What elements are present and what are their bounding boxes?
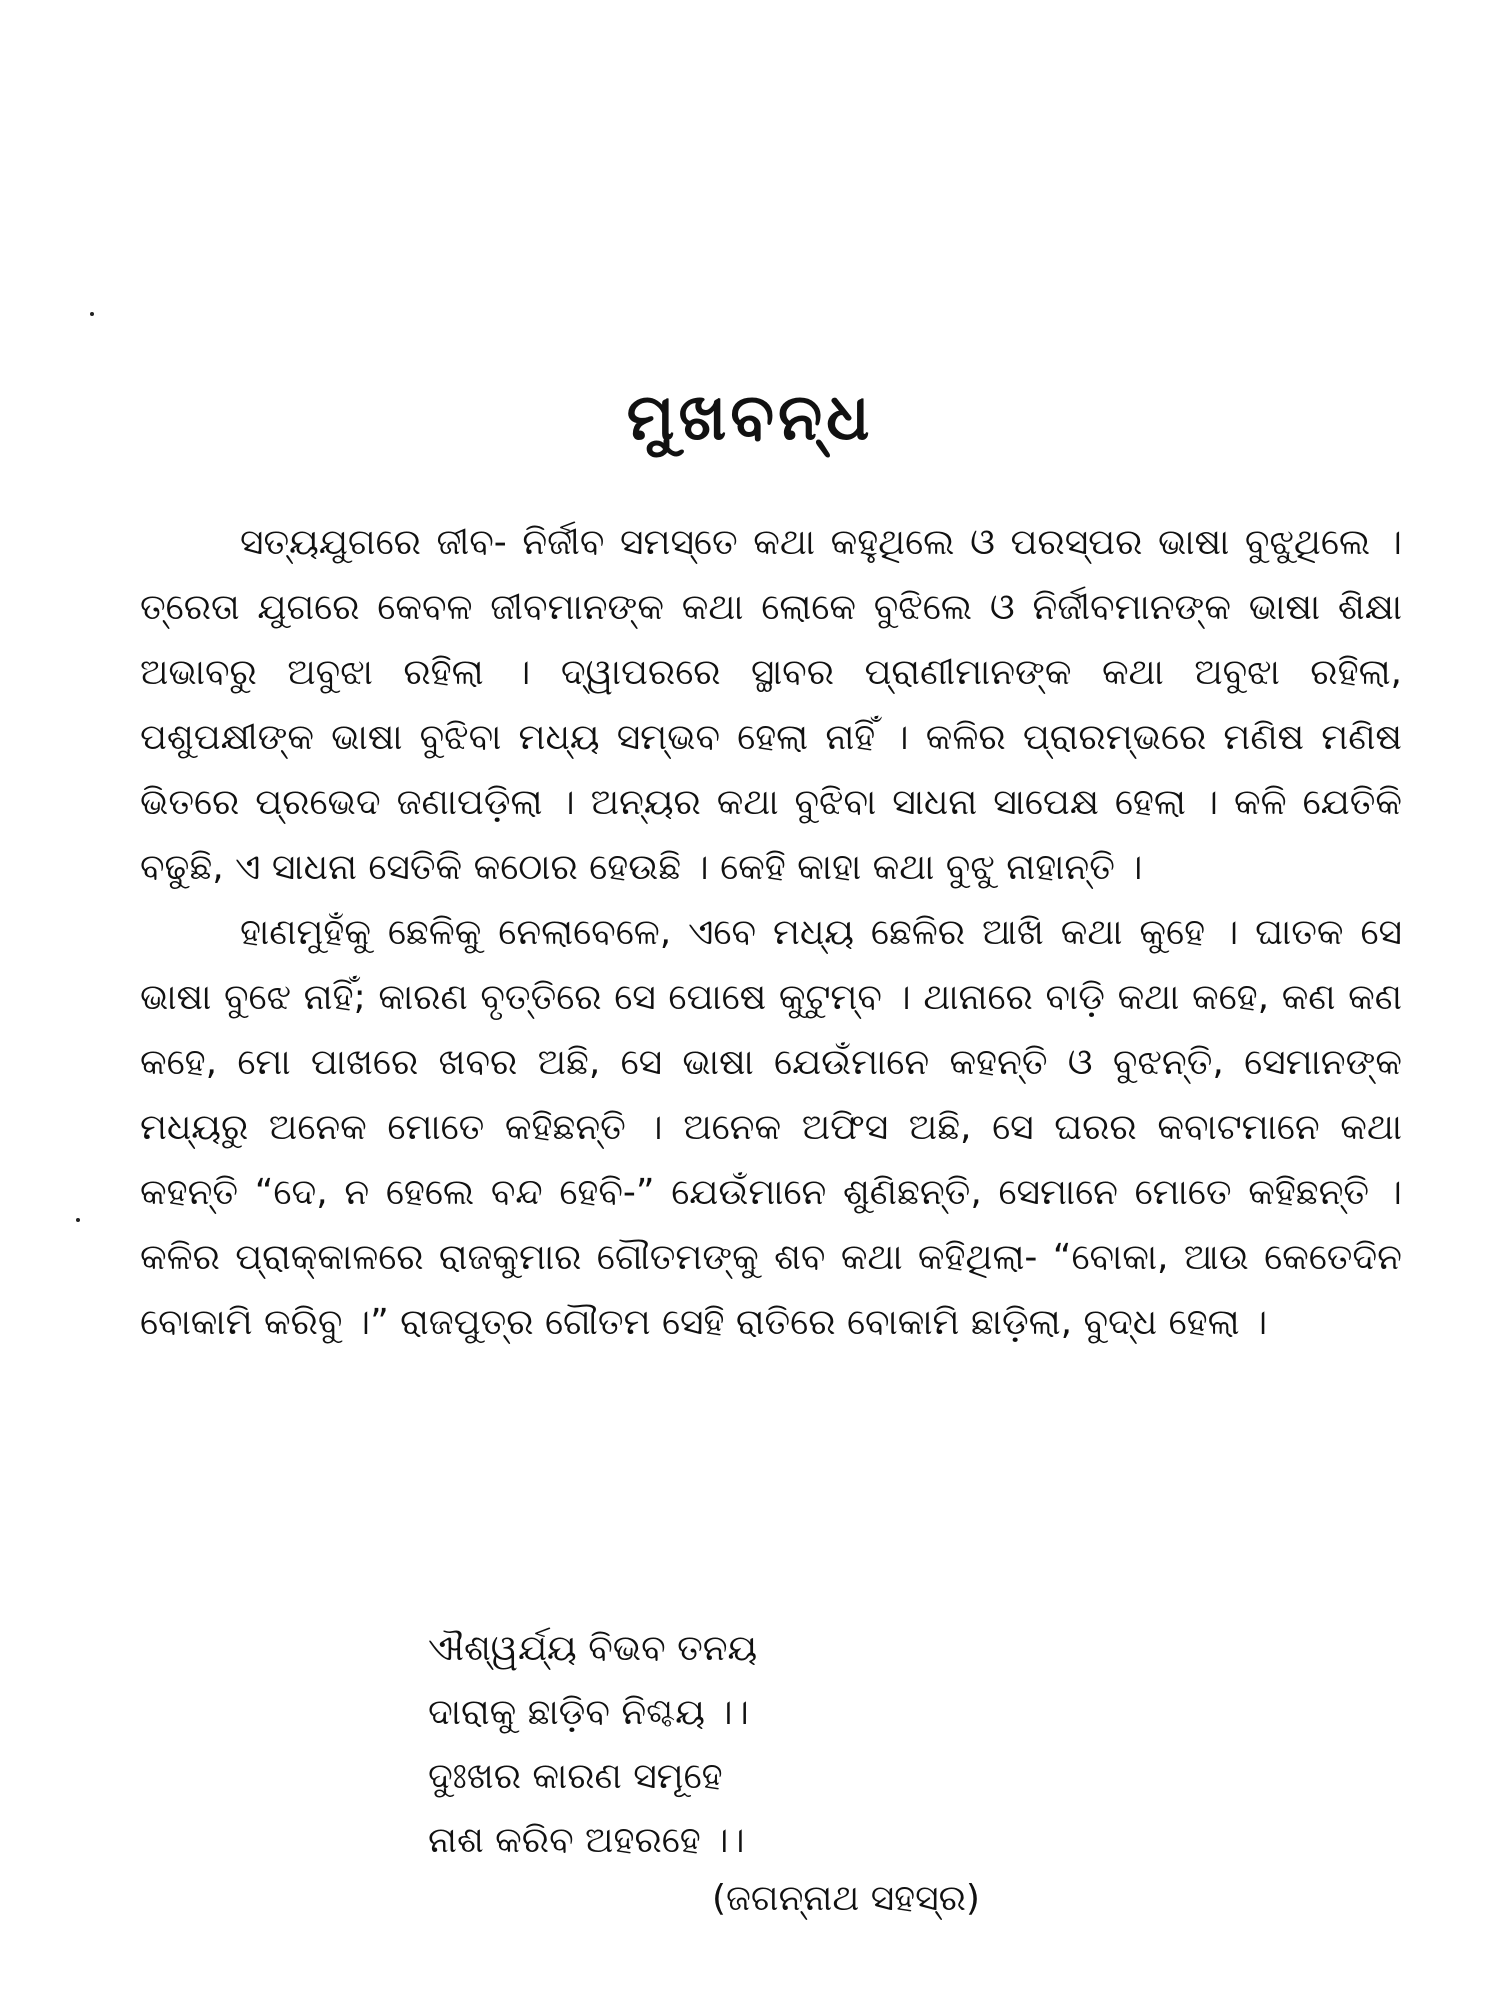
- verse-block: [428, 1617, 757, 1873]
- verse-line: ନାଶ କରିବ ଅହରହେ ।।: [428, 1820, 745, 1861]
- print-speck: [76, 1218, 80, 1222]
- verse-line: ଦାରାକୁ ଛାଡ଼ିବ ନିଶ୍ଚୟ ।।: [428, 1692, 749, 1733]
- verse-source: (ଜଗନ୍ନାଥ ସହସ୍ର): [712, 1878, 980, 1919]
- page-heading: ମୁଖବନ୍ଧ: [626, 381, 874, 455]
- paragraph: ସତ୍ୟଯୁଗରେ ଜୀବ- ନିର୍ଜୀବ ସମସ୍ତେ କଥା କହୁଥିଲେ ଓ ପରସ୍ପର ଭାଷା ବୁଝୁଥିଲେ । ତ୍ରେତା ଯୁଗରେ କେବଳ ଜୀବମାନଙ୍କ କଥା ଲୋକେ ବୁଝିଲେ ଓ ନିର୍ଜୀବମାନଙ୍କ ଭାଷା ଶିକ୍ଷା ଅଭାବରୁ ଅବୁଝା ରହିଲା । ଦ୍ୱାପରରେ ସ୍ଥାବର ପ୍ରାଣୀମାନଙ୍କ କଥା ଅବୁଝା ରହିଲା, ପଶୁପକ୍ଷୀଙ୍କ ଭାଷା ବୁଝିବା ମଧ୍ୟ ସମ୍ଭବ ହେଲା ନାହିଁ । କଳିର ପ୍ରାରମ୍ଭରେ ମଣିଷ ମଣିଷ ଭିତରେ ପ୍ରଭେଦ ଜଣାପଡ଼ିଲା । ଅନ୍ୟର କଥା ବୁଝିବା ସାଧନା ସାପେକ୍ଷ ହେଲା । କଳି ଯେତିକି ବଢୁଛି, ଏ ସାଧନା ସେତିକି କଠୋର ହେଉଛି । କେହି କାହା କଥା ବୁଝୁ ନାହାନ୍ତି ।: [140, 522, 1402, 888]
- print-speck: [90, 312, 94, 316]
- verse-line: ଦୁଃଖର କାରଣ ସମୂହେ: [428, 1756, 723, 1797]
- paragraph: ହାଣମୁହଁକୁ ଛେଳିକୁ ନେଲାବେଳେ, ଏବେ ମଧ୍ୟ ଛେଳିର ଆଖି କଥା କୁହେ । ଘାତକ ସେ ଭାଷା ବୁଝେ ନାହିଁ; କାରଣ ବୃତ୍ତିରେ ସେ ପୋଷେ କୁଟୁମ୍ବ । ଥାନାରେ ବାଡ଼ି କଥା କହେ, କଣ କଣ କହେ, ମୋ ପାଖରେ ଖବର ଅଛି, ସେ ଭାଷା ଯେଉଁମାନେ କହନ୍ତି ଓ ବୁଝନ୍ତି, ସେମାନଙ୍କ ମଧ୍ୟରୁ ଅନେକ ମୋତେ କହିଛନ୍ତି । ଅନେକ ଅଫିସ ଅଛି, ସେ ଘରର କବାଟମାନେ କଥା କହନ୍ତି “ଦେ, ନ ହେଲେ ବନ୍ଦ ହେବି-” ଯେଉଁମାନେ ଶୁଣିଛନ୍ତି, ସେମାନେ ମୋତେ କହିଛନ୍ତି । କଳିର ପ୍ରାକ୍‌କାଳରେ ରାଜକୁମାର ଗୌତମଙ୍କୁ ଶବ କଥା କହିଥିଲା- “ବୋକା, ଆଉ କେତେଦିନ ବୋକାମି କରିବୁ ।” ରାଜପୁତ୍ର ଗୌତମ ସେହି ରାତିରେ ବୋକାମି ଛାଡ଼ିଲା, ବୁଦ୍ଧ ହେଲା ।: [140, 912, 1402, 1343]
- preface-body: [140, 510, 1402, 1355]
- verse-line: ଐଶ୍ୱର୍ଯ୍ୟ ବିଭବ ତନୟ: [428, 1628, 758, 1669]
